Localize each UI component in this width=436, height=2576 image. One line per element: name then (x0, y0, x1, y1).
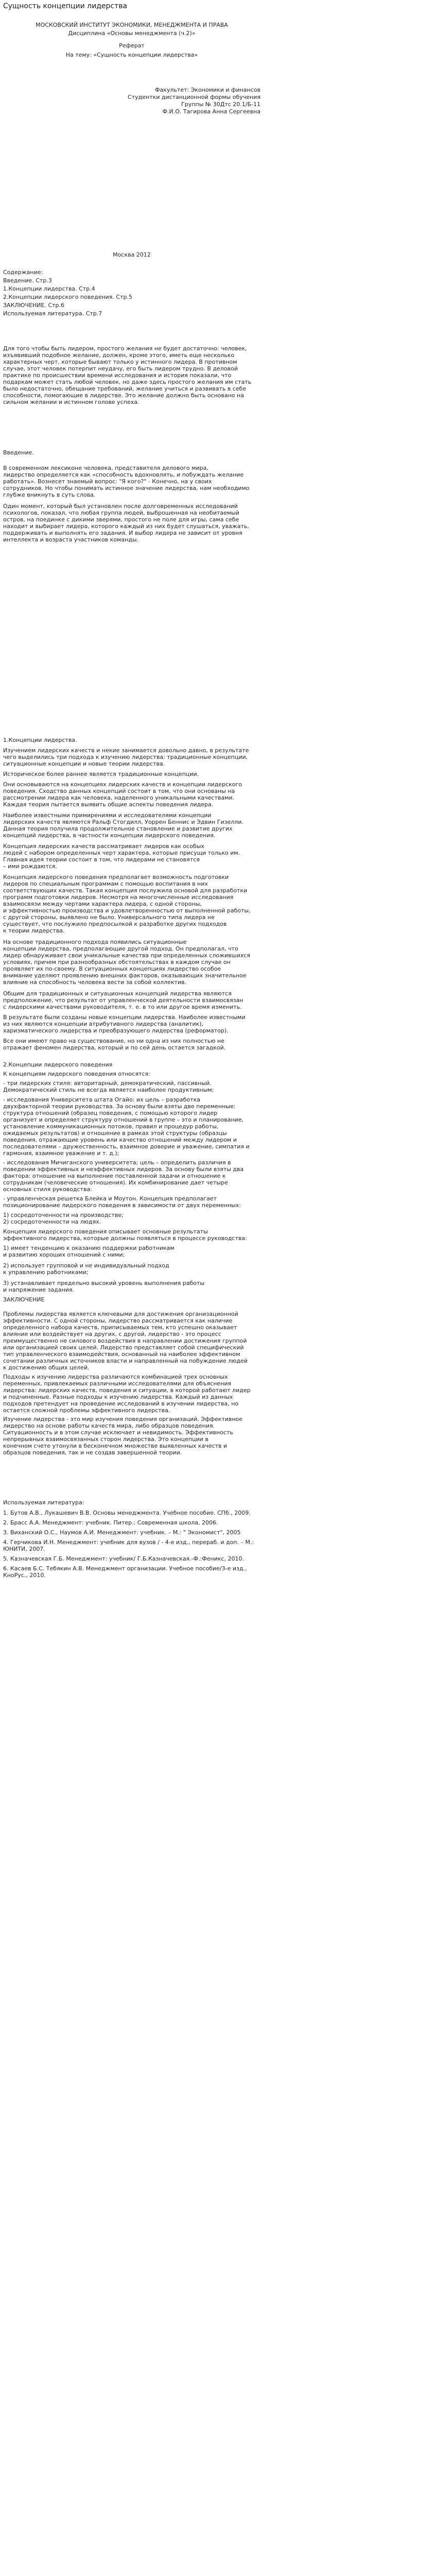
text-line: концепций лидерства, в частности концепции лидерского поведения. (3, 832, 216, 839)
text-line: из них являются концепции атрибутивного лидерства (аналитик), (3, 1021, 204, 1027)
list-item: 2) использует групповой и не индивидуальный подход (3, 1262, 169, 1269)
list-item: к управлению работниками; (3, 1269, 89, 1276)
text-line: ситуационные концепции и новые теории лидерства. (3, 760, 165, 767)
section-2-paragraph (3, 1071, 260, 1077)
text-line: Для того чтобы быть лидером, простого желания не будет достаточно: человек, (3, 345, 247, 352)
text-line: определенного набора качеств, приписываемых тем, кто успешно оказывает (3, 1324, 237, 1331)
text-line: структура отношений (образец поведения, с помощью которого лидер (3, 1110, 218, 1116)
epigraph-paragraph (3, 345, 260, 405)
text-line: лидер обнаруживает свои уникальные качества при определенных сложившихся (3, 952, 251, 959)
text-line: условиях, причем при разнообразных обстоятельствах в каждом случае он (3, 959, 231, 965)
text-line: установление коммуникационных потоков, правил и процедур работы, (3, 1123, 219, 1130)
references-heading: Используемая литература: (3, 1499, 84, 1506)
reference-item: 5. Казначевская Г.Б. Менеджмент: учебник/ Г.Б.Казначевская.-Ф.:Феникс, 2010. (3, 1555, 244, 1562)
text-line: На основе традиционного подхода появились ситуационные (3, 939, 187, 945)
section-1-paragraph (3, 1038, 260, 1051)
reference-item: 3. Виханский О.С., Наумов А.И. Менеджмент: учебник. – М.: " Экономист", 2005 (3, 1529, 241, 1536)
text-line: практике по происшествии времени исследования и история показали, что (3, 372, 232, 379)
text-line: Наиболее известными примирениями и исследователями концепции (3, 812, 212, 819)
text-line: или организацией своих целей. Лидерство представляет собой специфический (3, 1344, 244, 1351)
references-list (3, 1510, 260, 1582)
text-line: рассмотрении лидера как человека, наделенного уникальными качествами. (3, 794, 235, 801)
text-line: интеллекта и возраста участников команды. (3, 536, 139, 543)
section-1-heading: 1.Концепции лидерства. (3, 737, 77, 743)
text-line: случае, этот человек потерпит неудачу, его быть лидером трудно. В деловой (3, 365, 238, 372)
section-1-paragraph (3, 771, 260, 777)
toc-list (3, 277, 260, 318)
text-line: Они основываются на концепциях лидерских качеств и концепции лидерского (3, 781, 242, 788)
text-line: ожидаемых результатов) и отношение в рамках этой структуры (образцы (3, 1130, 227, 1137)
text-line: Общим для традиционных и ситуационных концепций лидерства являются (3, 990, 232, 997)
text-line: лидерство определяется как «способность вдохновлять, и побуждать желание (3, 471, 244, 478)
text-line: В результате были созданы новые концепции лидерства. Наиболее известными (3, 1014, 246, 1021)
text-line: концепции лидерства, предполагающие другой подход. Он предполагал, что (3, 945, 238, 952)
toc-item[interactable]: Введение. Стр.3 (3, 277, 52, 284)
text-line: людей с набором определенных черт характера, которые присущи только им. (3, 850, 240, 856)
text-line: Ситуационность и в этом случае исключает и невидимость. Эффективность (3, 1429, 233, 1436)
text-line: образцов поведения, так и не создав завершенной теории. (3, 1449, 182, 1456)
text-line: характерных черт, которые бывают только у истинного лидера. В противном (3, 359, 237, 365)
reference-item: 4. Герчикова И.Н. Менеджмент: учебник для вузов / - 4-е изд., перераб. и доп. – М.: ЮНИТИ, 2007. (3, 1539, 254, 1552)
text-line: к достижению общих целей. (3, 1364, 90, 1371)
text-line: Подходы к изучению лидерства различаются комбинацией трех основных (3, 1374, 228, 1380)
text-line: К концепциям лидерского поведения относятся: (3, 1071, 150, 1077)
text-line: сотрудников. Но чтобы понимать истинное значение лидерства, нам необходимо (3, 485, 250, 492)
text-line: отражает феномен лидерства, который и по сей день остается загадкой. (3, 1044, 226, 1051)
text-line: лидерства: лидерских качеств, поведения и ситуации, в которой работают лидер (3, 1387, 251, 1394)
toc-item[interactable]: 1.Концепции лидерства. Стр.4 (3, 285, 95, 292)
text-line: Главная идея теории состоит в том, что лидерами не становятся (3, 856, 200, 863)
text-line: Изучением лидерских качеств и некие занимается довольно давно, в результате (3, 747, 249, 754)
text-line: непрерывных взаимосвязанных сторон лидерства. Это концепции в (3, 1436, 208, 1443)
text-line: взаимосвязи между чертами характера лидера, с одной стороны, (3, 901, 202, 907)
section-2-list (3, 1245, 260, 1293)
section-1-paragraph (3, 781, 260, 808)
text-line: программ подготовки лидеров. Несмотря на многочисленные исследования (3, 894, 234, 901)
text-line: поддерживать и выполнять его задания. И выбор лидера не зависит от уровня (3, 530, 242, 536)
text-line: соответствующих качеств. Такая концепция послужила основой для разработки (3, 887, 248, 894)
section-1-paragraph (3, 812, 260, 839)
topic: На тему: «Сущность концепции лидерства» (65, 52, 198, 58)
doc-type: Реферат (119, 42, 145, 49)
text-line: Каждая теория пытается выявить общие аспекты поведения лидера. (3, 801, 214, 808)
text-line: Историческое более раннее является традиционные концепции. (3, 771, 199, 777)
toc-item[interactable]: 2.Концепции лидерского поведения. Стр.5 (3, 294, 132, 300)
text-line: с лидерскими качествами руководителя, т. е. в то или другое время изменить. (3, 1004, 242, 1010)
text-line: основных стиля руководства: (3, 1186, 92, 1193)
text-line: подходов претендует на проведение исследований в изучении лидерства, но (3, 1400, 239, 1407)
text-line: фактора: отношение на выполнение поставленной задачи и отношение к (3, 1173, 226, 1179)
section-2-paragraph (3, 1195, 260, 1209)
toc-item[interactable]: ЗАКЛЮЧЕНИЕ. Стр.6 (3, 302, 65, 309)
list-item: - три лидерских стиля: авторитарный, демократический, пассивный. (3, 1080, 212, 1087)
list-item: 1) имеет тенденцию к оказанию поддержки работникам (3, 1245, 175, 1251)
text-line: Концепция лидерского поведения предполагает возможность подготовки (3, 874, 229, 880)
text-line: поведении эффективных и неэффективных лидеров. За основу были взяты два (3, 1166, 244, 1173)
text-line: конечном счете утонули в бесконечном множестве выявленных качеств и (3, 1443, 228, 1449)
text-line: эффективности. С одной стороны, лидерство рассматривается как наличие (3, 1317, 233, 1324)
text-line: поведения, отражающие уровень или качество отношений между лидером и (3, 1137, 237, 1143)
text-line: чего выделились три подхода к изучению лидерства: традиционные концепции, (3, 754, 248, 760)
text-line: позиционирование лидерского поведения в зависимости от двух переменных: (3, 1202, 241, 1209)
document-title: Сущность концепции лидерства (3, 2, 128, 10)
study-form: Студентки дистанционной формы обучения (128, 94, 260, 100)
text-line: последователями – дружественность, взаимное доверие и уважение, симпатия и (3, 1143, 250, 1150)
text-line: работать». Вознесет знаемый вопрос: "Я кого?" - Конечно, на у своих (3, 478, 212, 485)
list-item: 2) сосредоточенности на людях. (3, 1218, 101, 1225)
text-line: сотрудникам (человеческие отношения). Их комбинирование дает четыре (3, 1179, 228, 1186)
text-line: гармония, взаимное уважение и т. д.); (3, 1150, 119, 1157)
text-line: Один момент, который был установлен после долговременных исследований (3, 503, 238, 510)
text-line: внимание уделяют проявлению внешних факторов, оказывающих значительное (3, 972, 247, 979)
list-item: Демократический стиль не всегда является наиболее продуктивным; (3, 1087, 214, 1093)
text-line: двухфакторной теории руководства. За основу были взяты две переменные: (3, 1103, 236, 1110)
text-line: и подчиненные. Разные подходы к изучению лидерства. Каждый из данных (3, 1394, 233, 1400)
section-2-paragraph (3, 1159, 260, 1193)
text-line: к теории лидерства. (3, 927, 65, 934)
text-line: влияние или воздействует на других, с другой, лидерство - это процесс (3, 1331, 221, 1337)
text-line: тип управленческого взаимодействия, основанный на наиболее эффективном (3, 1351, 240, 1358)
text-line: с другой стороны, выявлено не было. Универсального типа лидера не (3, 914, 215, 921)
text-line: - исследования Университета штата Огайо: их цель – разработка (3, 1096, 200, 1103)
text-line: - управленческая решетка Блейка и Моутон. Концепция предполагает (3, 1195, 217, 1202)
section-1-paragraph (3, 874, 260, 934)
city-year: Москва 2012 (113, 251, 151, 258)
conclusion-paragraph-3 (3, 1416, 260, 1456)
text-line: остров, на поединке с дикими зверями, простого не поле для игры, сама себе (3, 516, 239, 523)
text-line: Проблемы лидерства является ключевыми для достижения организационной (3, 1311, 238, 1317)
text-line: влияние на способность человека вести за собой коллектив. (3, 979, 187, 986)
group: Группы № 30Дтс 20.1/Б-11 (181, 101, 260, 108)
section-1-paragraph (3, 1014, 260, 1034)
section-1-paragraph (3, 939, 260, 986)
text-line: и эффективностью производства и удовлетворенностью от выполненной работы, (3, 907, 251, 914)
list-item: 3) устанавливает предельно высокий уровень выполнения работы (3, 1280, 205, 1286)
section-1-paragraph (3, 747, 260, 767)
intro-heading: Введение. (3, 449, 34, 456)
institute-name: МОСКОВСКИЙ ИНСТИТУТ ЭКОНОМИКИ, МЕНЕДЖМЕНТА И ПРАВА (36, 22, 228, 28)
text-line: – ими рождаются. (3, 863, 57, 870)
text-line: В современном лексиконе человека, представителя делового мира, (3, 465, 208, 471)
text-line: Данная теория получила продолжительное становление и развитие других (3, 825, 233, 832)
text-line: сочетании различных источников власти и направленный на побуждение людей (3, 1358, 248, 1364)
section-1-paragraph (3, 990, 260, 1010)
text-line: лидеров по специальным программам с помощью воспитания в них (3, 880, 208, 887)
text-line: Концепция лидерского поведения описывает основные результаты (3, 1228, 208, 1235)
text-line: лидерство на основе работы качеств мира, либо образцов поведения. (3, 1422, 215, 1429)
discipline: Дисциплина «Основы менеджмента (ч.2)» (68, 30, 196, 37)
intro-paragraph-1 (3, 465, 260, 498)
text-line: находит и выбирает лидера, которого каждый из них будет слушаться, уважать, (3, 523, 249, 530)
text-line: сильном желании и истинном голове успеха. (3, 399, 139, 405)
section-2-list (3, 1212, 260, 1225)
text-line: Концепция лидерских качеств рассматривает лидеров как особых (3, 843, 204, 850)
text-line: способности, помогающие в лидерстве. Это желание должно быть основано на (3, 392, 244, 399)
text-line: Изучение лидерства - это мир изучения поведения организаций. Эффективное (3, 1416, 243, 1422)
text-line: изъявивший подобное желание, должен, кроме этого, иметь еще несколько (3, 352, 235, 359)
section-1-paragraph (3, 843, 260, 870)
text-line: остается сложной проблемы эффективного лидерства. (3, 1407, 170, 1414)
text-line: - исследования Мичиганского университета; цель – определить различия в (3, 1159, 231, 1166)
text-line: харизматического лидерства и преобразующего лидерства (реформатор). (3, 1027, 229, 1034)
text-line: лидерских качеств являются Ральф Стогдилл, Уоррен Беннис и Эдвин Гизелли. (3, 819, 243, 825)
conclusion-paragraph-1 (3, 1311, 260, 1371)
author: Ф.И.О. Тагирова Анна Сергеевна (162, 108, 260, 115)
list-item: и развитию хороших отношений с ними; (3, 1251, 125, 1258)
section-2-list (3, 1080, 260, 1093)
text-line: существует, что послужило предпосылкой к разработке других подходов (3, 921, 227, 927)
toc-heading: Содержание: (3, 269, 43, 276)
list-item: и напряжение задания. (3, 1286, 75, 1293)
text-line: переменных, привлекаемых различными исследователями для объяснения (3, 1380, 232, 1387)
conclusion-heading: ЗАКЛЮЧЕНИЕ (3, 1296, 45, 1303)
toc-item[interactable]: Используемая литература. Стр.7 (3, 310, 102, 317)
reference-item: 2. Брасс А.А. Менеджмент: учебник. Питер.: Современная школа, 2006. (3, 1519, 218, 1526)
text-line: было недостаточно, обещание требований, желание учиться и развивать в себе (3, 385, 247, 392)
text-line: Все они имеют право на существование, но ни одна из них полностью не (3, 1038, 224, 1044)
text-line: подаркам может стать любой человек, но даже здесь простого желания им стать (3, 379, 252, 385)
section-2-paragraph (3, 1228, 260, 1242)
text-line: глубже вникнуть в суть слова. (3, 492, 96, 498)
text-line: проявляет их по-своему. В ситуационных концепциях лидерство особое (3, 965, 221, 972)
section-2-paragraph (3, 1096, 260, 1157)
text-line: предположение, что результат от управленческой деятельности взаимосвязан (3, 997, 243, 1004)
conclusion-paragraph-2 (3, 1374, 260, 1414)
faculty: Факультет: Экономики и финансов (155, 87, 260, 93)
text-line: психологов, показал, что любая группа людей, выброшенная на необитаемый (3, 510, 239, 516)
reference-item: 1. Бутов А.В., Лукашевич В.В. Основы менеджмента. Учебное пособие. СПб., 2009. (3, 1510, 251, 1516)
section-2-heading: 2.Концепции лидерского поведения (3, 1061, 113, 1068)
text-line: преимущественно не силового воздействия в направлении достижения группой (3, 1337, 247, 1344)
text-line: поведения. Сходство данных концепций состоит в том, что они основаны на (3, 788, 235, 794)
text-line: эффективного лидерства, которые должны появляться в процессе руководства: (3, 1235, 247, 1242)
reference-item: 6. Касаев Б.С. Тебякин А.В. Менеджмент организации. Учебное пособие/3-е изд., КноРус., 2010. (3, 1565, 247, 1579)
intro-paragraph-2 (3, 503, 260, 543)
list-item: 1) сосредоточенности на производстве; (3, 1212, 124, 1218)
text-line: организует и определяет структуру отношений в группе – это и планирование, (3, 1116, 244, 1123)
